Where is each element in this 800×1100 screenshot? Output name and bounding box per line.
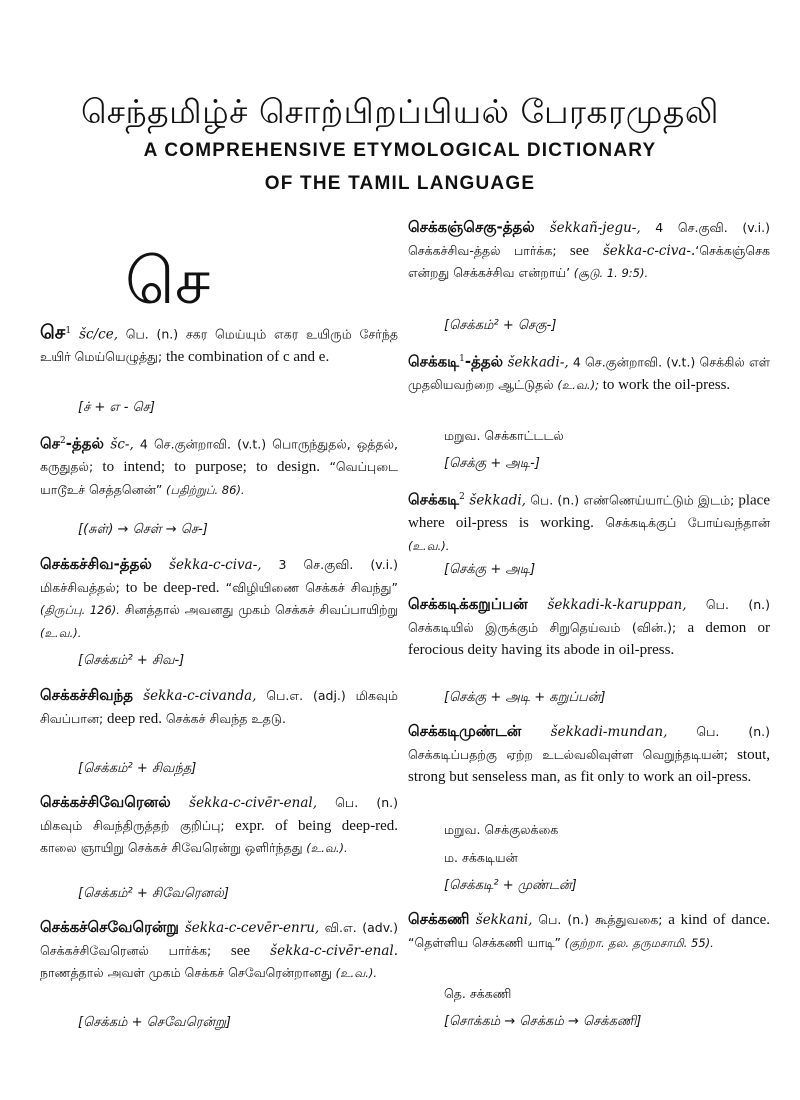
definition-english: deep red. xyxy=(103,710,162,727)
etymology: [செக்கம்² + சிவேரெனல்] xyxy=(78,886,230,901)
example-citation: (உ.வ.). xyxy=(302,841,348,855)
transliteration: šekka-c-civanda, xyxy=(132,688,257,704)
headword-sup: 1 xyxy=(65,326,72,336)
example-citation: (உ.வ.). xyxy=(40,625,82,640)
definition-tamil: 3 செ.குவி. (v.i.) மிகச்சிவத்தல்; xyxy=(40,557,398,595)
etymology: [செக்கம்² + செகு-] xyxy=(444,318,557,333)
etymology: [செக்கு + அடி] xyxy=(444,562,536,577)
example: செக்கடிக்குப் போய்வந்தான் xyxy=(593,515,770,530)
cross-reference: šekka-c-civēr-enal. xyxy=(250,942,399,959)
quotation: “வெப்புடை யாடூஉச் செத்தனென்” xyxy=(40,459,399,497)
definition-english: to work the oil-press. xyxy=(598,377,731,393)
citation: (திருப்பு. 126). xyxy=(40,603,120,617)
definition-tamil: வி.எ. (adv.) செக்கச்சிவேரெனல் பார்க்க; xyxy=(40,920,398,958)
headword: செ xyxy=(40,321,66,344)
headword-sup: 2 xyxy=(459,492,465,502)
definition-tamil: பெ. (n.) செக்கடிப்பதற்கு ஏற்ற உடல்வலிவுள்ள வெறுந்தடியன்; xyxy=(408,724,770,762)
entry-9 xyxy=(408,486,770,557)
definition-tamil: பெ. (n.) செக்கடியில் இருக்கும் சிறுதெய்வம் (வின்.); xyxy=(408,597,771,635)
headword: செக்கடி xyxy=(408,490,460,509)
etymology: [செக்கம் + செவேரென்று] xyxy=(78,1015,232,1030)
cognate-note: ம. சக்கடியன் xyxy=(444,850,518,865)
citation: (சூடு. 1. 9:5). xyxy=(570,266,649,280)
headword: செ xyxy=(40,434,60,453)
title-english-line1: A COMPREHENSIVE ETYMOLOGICAL DICTIONARY xyxy=(143,140,657,161)
example-citation: (உ.வ.). xyxy=(408,538,450,553)
cross-reference: šekka-c-civa-. xyxy=(589,242,696,259)
citation: (உ.வ.); xyxy=(553,378,599,392)
transliteration: šc/ce, xyxy=(71,326,118,343)
synonym-note: மறுவ. செக்காட்டடல் xyxy=(444,428,564,443)
definition-english: stout, strong but senseless man, as fit only to work an oil-press. xyxy=(408,746,770,785)
etymology: [சொக்கம் → செக்கம் → செக்கணி] xyxy=(444,1014,642,1029)
headword: செக்கச்சிவேரெனல் xyxy=(40,793,171,811)
headword-sup: 1 xyxy=(459,354,465,364)
definition-english: place where oil-press is working. xyxy=(408,492,770,531)
definition-tamil: பெ. (n.) கூத்துவகை; xyxy=(532,912,663,927)
entry-7 xyxy=(408,216,770,285)
definition-english: a kind of dance. xyxy=(662,912,771,928)
transliteration: šekkadi-, xyxy=(503,354,569,371)
transliteration: šekka-c-cevēr-enru, xyxy=(178,920,320,936)
entry-4 xyxy=(40,684,398,730)
headword: செக்கச்செவேரென்று xyxy=(40,918,179,936)
entry-5 xyxy=(40,791,398,860)
headword: செக்கச்சிவந்த xyxy=(40,686,133,704)
transliteration: šekkadi-mundan, xyxy=(521,724,668,740)
definition-english: to intend; to purpose; to design. xyxy=(93,459,320,475)
quotation: “விழியிணை செக்கச் சிவந்து” xyxy=(219,579,398,595)
etymology: [செக்கடி² + முண்டன்] xyxy=(444,878,577,893)
example: நாணத்தால் அவள் முகம் செக்கச் செவேரென்றானது xyxy=(40,965,332,980)
definition-english: expr. of being deep-red. xyxy=(224,817,398,834)
section-letter: செ xyxy=(125,245,211,319)
entry-6 xyxy=(40,916,398,985)
headword: செக்கச்சிவ-த்தல் xyxy=(40,555,152,573)
example: ‘செக்கஞ்செக என்றது செக்கச்சிவ என்றாய்’ xyxy=(408,242,770,280)
definition-english: see xyxy=(556,242,590,259)
transliteration: šekkadi, xyxy=(464,492,526,509)
etymology: [செக்கம்² + சிவந்த] xyxy=(78,761,197,776)
example: செக்கச் சிவந்த உதடு. xyxy=(161,710,286,726)
headword: செக்கடி xyxy=(408,352,460,371)
entry-3 xyxy=(40,553,398,644)
definition-tamil: பெ. (n.) சகர மெய்யும் எகர உயிரும் சேர்ந்த உயிர் மெய்யெழுத்து; xyxy=(40,326,398,364)
headword-sup: 2 xyxy=(59,436,66,446)
headword-suffix: -த்தல் xyxy=(464,352,504,371)
transliteration: šekkañ-jegu-, xyxy=(534,220,641,236)
headword: செக்கடிக்கறுப்பன் xyxy=(408,595,528,613)
definition-english: the combination of c and e. xyxy=(162,349,330,365)
etymology: [செக்கு + அடி-] xyxy=(444,456,540,471)
etymology: [(சுள்) → செள் → செ-] xyxy=(78,522,208,537)
entry-1 xyxy=(40,320,398,369)
etymology: [செக்கம்² + சிவ-] xyxy=(78,653,185,668)
example-citation: (உ.வ.). xyxy=(331,966,378,980)
transliteration: šekkadi-k-karuppan, xyxy=(527,597,687,613)
example: சினத்தால் அவனது முகம் செக்கச் சிவப்பாயிற்று xyxy=(119,602,398,617)
headword: செக்கடிமுண்டன் xyxy=(408,722,522,740)
definition-tamil: 4 செ.குன்றாவி. (v.t.) செக்கில் எள் முதலியவற்றை ஆட்டுதல் xyxy=(408,354,770,392)
citation: (குற்றா. தல. தருமசாமி. 55). xyxy=(561,935,714,950)
entry-11 xyxy=(408,720,770,789)
etymology: [ச் + எ - செ] xyxy=(78,400,155,415)
headword: செக்கஞ்செகு-த்தல் xyxy=(408,218,535,236)
synonym-note: மறுவ. செக்குலக்கை xyxy=(444,822,559,837)
example: காலை ஞாயிறு செக்கச் சிவேரென்று ஒளிர்ந்தது xyxy=(40,840,303,855)
quotation: “தெள்ளிய செக்கணி யாடி” xyxy=(408,934,562,950)
transliteration: šc-, xyxy=(103,436,134,453)
definition-tamil: பெ. (n.) மிகவும் சிவந்திருத்தற் குறிப்பு; xyxy=(40,795,399,833)
entry-2 xyxy=(40,430,398,501)
cognate-note: தெ. சக்கணி xyxy=(444,986,512,1001)
transliteration: šekka-c-civa-, xyxy=(151,557,262,573)
title-tamil: செந்தமிழ்ச் சொற்பிறப்பியல் பேரகரமுதலி xyxy=(81,92,719,131)
entry-10 xyxy=(408,593,770,662)
definition-english: a demon or ferocious deity having its abode in oil-press. xyxy=(408,619,770,658)
definition-tamil: 4 செ.குன்றாவி. (v.t.) பொருந்துதல், ஒத்தல், கருதுதல்; xyxy=(40,436,398,474)
entry-12 xyxy=(408,908,770,954)
citation: (பதிற்றுப். 86). xyxy=(162,482,245,497)
headword: செக்கணி xyxy=(408,910,470,928)
headword-suffix: -த்தல் xyxy=(65,434,104,453)
transliteration: šekkani, xyxy=(469,912,533,928)
entry-8 xyxy=(408,348,770,397)
definition-tamil: பெ. (n.) எண்ணெய்யாட்டும் இடம்; xyxy=(525,492,735,508)
transliteration: šekka-c-civēr-enal, xyxy=(170,795,318,811)
etymology: [செக்கு + அடி + கறுப்பன்] xyxy=(444,690,606,705)
definition-tamil: பெ.எ. (adj.) மிகவும் சிவப்பான; xyxy=(40,688,398,726)
title-english-line2: OF THE TAMIL LANGUAGE xyxy=(264,173,536,194)
definition-tamil: 4 செ.குவி. (v.i.) செக்கச்சிவ-த்தல் பார்க்க; xyxy=(408,220,770,258)
definition-english: see xyxy=(211,942,251,959)
definition-english: to be deep-red. xyxy=(119,579,220,596)
